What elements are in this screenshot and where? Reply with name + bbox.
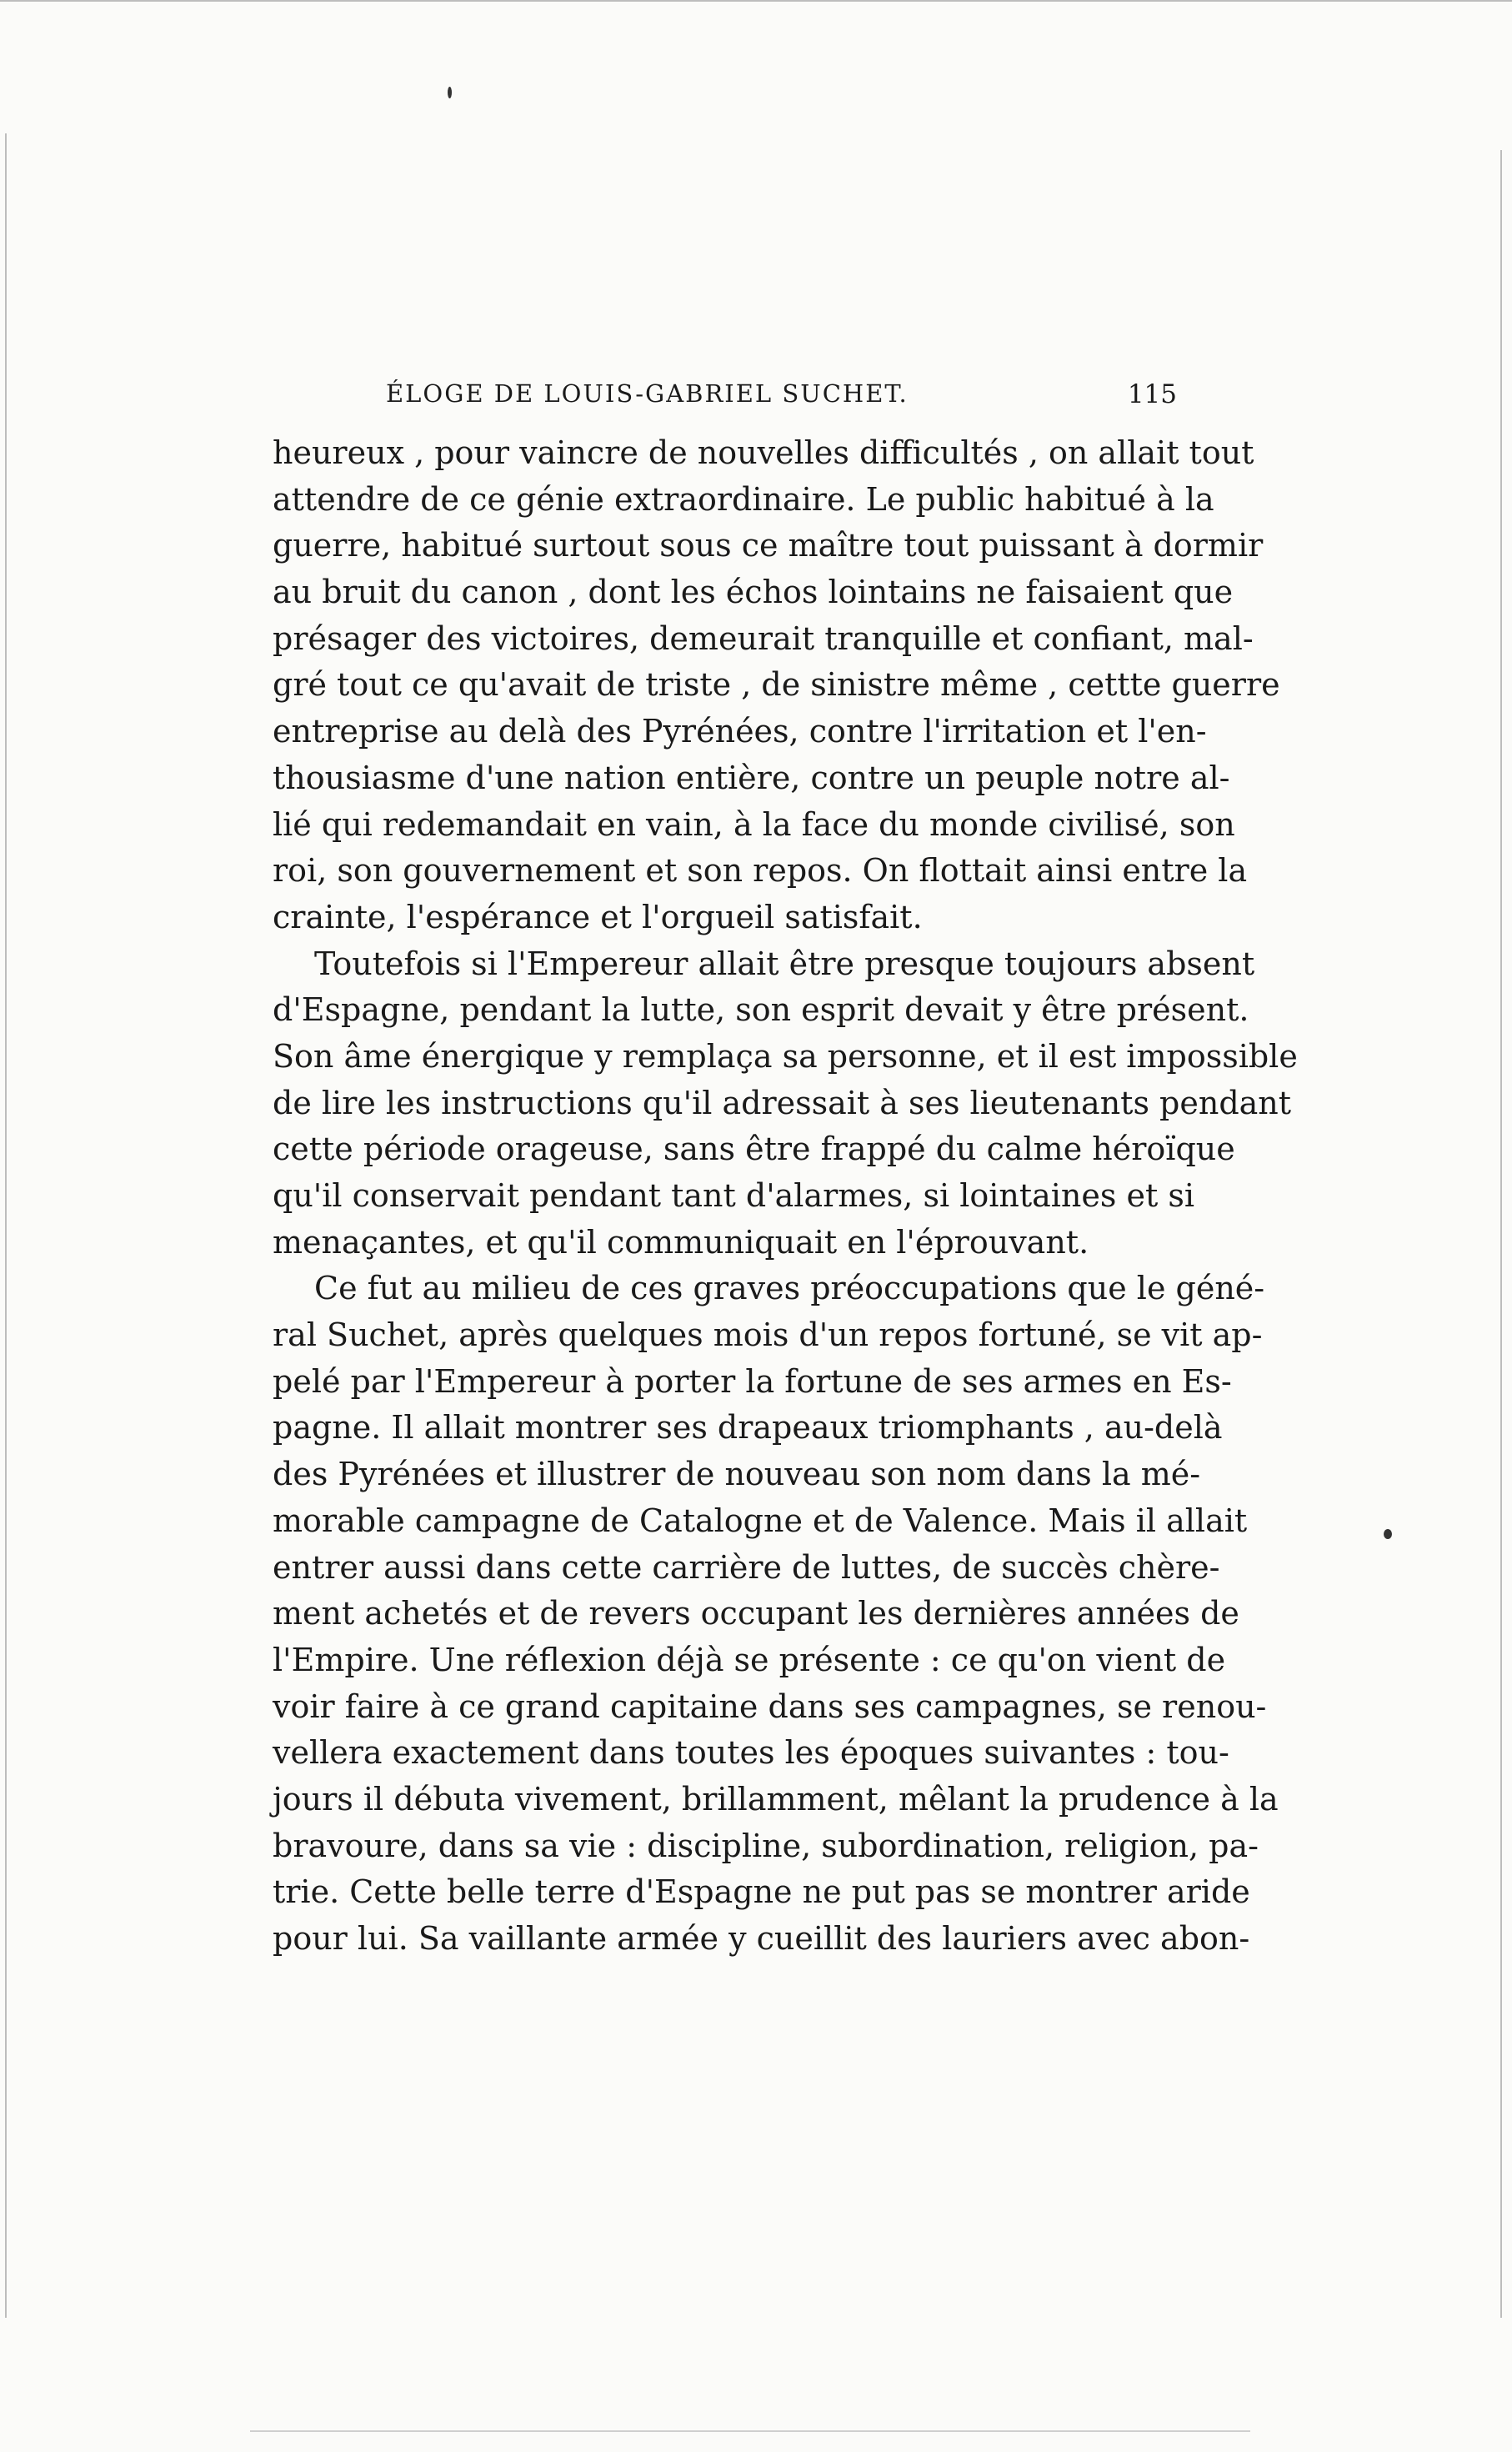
paragraph: [273, 941, 1298, 1266]
text-line: vellera exactement dans toutes les époques suivantes : tou-: [273, 1734, 1229, 1772]
text-line: de lire les instructions qu'il adressait à ses lieutenants pendant: [273, 1084, 1292, 1121]
paragraph: [273, 430, 1280, 941]
bottom-edge-line: [250, 2430, 1250, 2432]
top-page-edge: [0, 0, 1512, 2]
text-line: gré tout ce qu'avait de triste , de sinistre même , cettte guerre: [273, 666, 1280, 704]
text-line: heureux , pour vaincre de nouvelles difficultés , on allait tout: [273, 434, 1254, 471]
text-line: thousiasme d'une nation entière, contre un peuple notre al-: [273, 759, 1230, 796]
text-line: crainte, l'espérance et l'orgueil satisfait.: [273, 898, 923, 935]
text-line: guerre, habitué surtout sous ce maître tout puissant à dormir: [273, 527, 1264, 564]
text-line: pagne. Il allait montrer ses drapeaux triomphants , au-delà: [273, 1409, 1223, 1447]
body-text: [273, 430, 1298, 1963]
right-page-edge: [1500, 150, 1502, 2318]
text-line: au bruit du canon , dont les échos lointains ne faisaient que: [273, 574, 1234, 611]
text-line: morable campagne de Catalogne et de Valence. Mais il allait: [273, 1502, 1248, 1539]
ink-speck: [448, 87, 452, 98]
running-header: [273, 379, 1177, 419]
text-line: ment achetés et de revers occupant les dernières années de: [273, 1595, 1239, 1632]
text-line: lié qui redemandait en vain, à la face du monde civilisé, son: [273, 805, 1235, 843]
text-line: bravoure, dans sa vie : discipline, subordination, religion, pa-: [273, 1827, 1259, 1864]
text-line: l'Empire. Une réflexion déjà se présente : ce qu'on vient de: [273, 1641, 1226, 1678]
page-number: 115: [1127, 379, 1177, 409]
running-title: ÉLOGE DE LOUIS-GABRIEL SUCHET.: [386, 379, 909, 408]
text-line: roi, son gouvernement et son repos. On flottait ainsi entre la: [273, 852, 1248, 890]
text-line: trie. Cette belle terre d'Espagne ne put pas se montrer aride: [273, 1873, 1250, 1911]
text-line: qu'il conservait pendant tant d'alarmes, si lointaines et si: [273, 1177, 1194, 1214]
text-line: voir faire à ce grand capitaine dans ses campagnes, se renou-: [273, 1687, 1267, 1725]
text-line: entreprise au delà des Pyrénées, contre l'irritation et l'en-: [273, 713, 1207, 750]
left-page-edge: [5, 133, 7, 2318]
paragraph: [273, 1266, 1279, 1962]
text-line: Ce fut au milieu de ces graves préoccupations que le géné-: [314, 1270, 1265, 1307]
text-line: pelé par l'Empereur à porter la fortune de ses armes en Es-: [273, 1362, 1232, 1400]
text-line: d'Espagne, pendant la lutte, son esprit devait y être présent.: [273, 991, 1249, 1029]
text-line: entrer aussi dans cette carrière de luttes, de succès chère-: [273, 1548, 1220, 1586]
text-line: jours il débuta vivement, brillamment, mêlant la prudence à la: [273, 1780, 1279, 1818]
text-line: cette période orageuse, sans être frappé du calme héroïque: [273, 1131, 1235, 1168]
text-line: attendre de ce génie extraordinaire. Le public habitué à la: [273, 480, 1214, 518]
text-line: présager des victoires, demeurait tranquille et confiant, mal-: [273, 619, 1254, 657]
text-line: Toutefois si l'Empereur allait être presque toujours absent: [314, 945, 1255, 982]
text-line: Son âme énergique y remplaça sa personne, et il est impossible: [273, 1037, 1298, 1075]
text-line: ral Suchet, après quelques mois d'un repos fortuné, se vit ap-: [273, 1316, 1263, 1354]
text-line: menaçantes, et qu'il communiquait en l'éprouvant.: [273, 1223, 1089, 1261]
ink-speck: [1384, 1529, 1392, 1539]
text-line: pour lui. Sa vaillante armée y cueillit des lauriers avec abon-: [273, 1920, 1250, 1957]
text-line: des Pyrénées et illustrer de nouveau son nom dans la mé-: [273, 1456, 1201, 1493]
